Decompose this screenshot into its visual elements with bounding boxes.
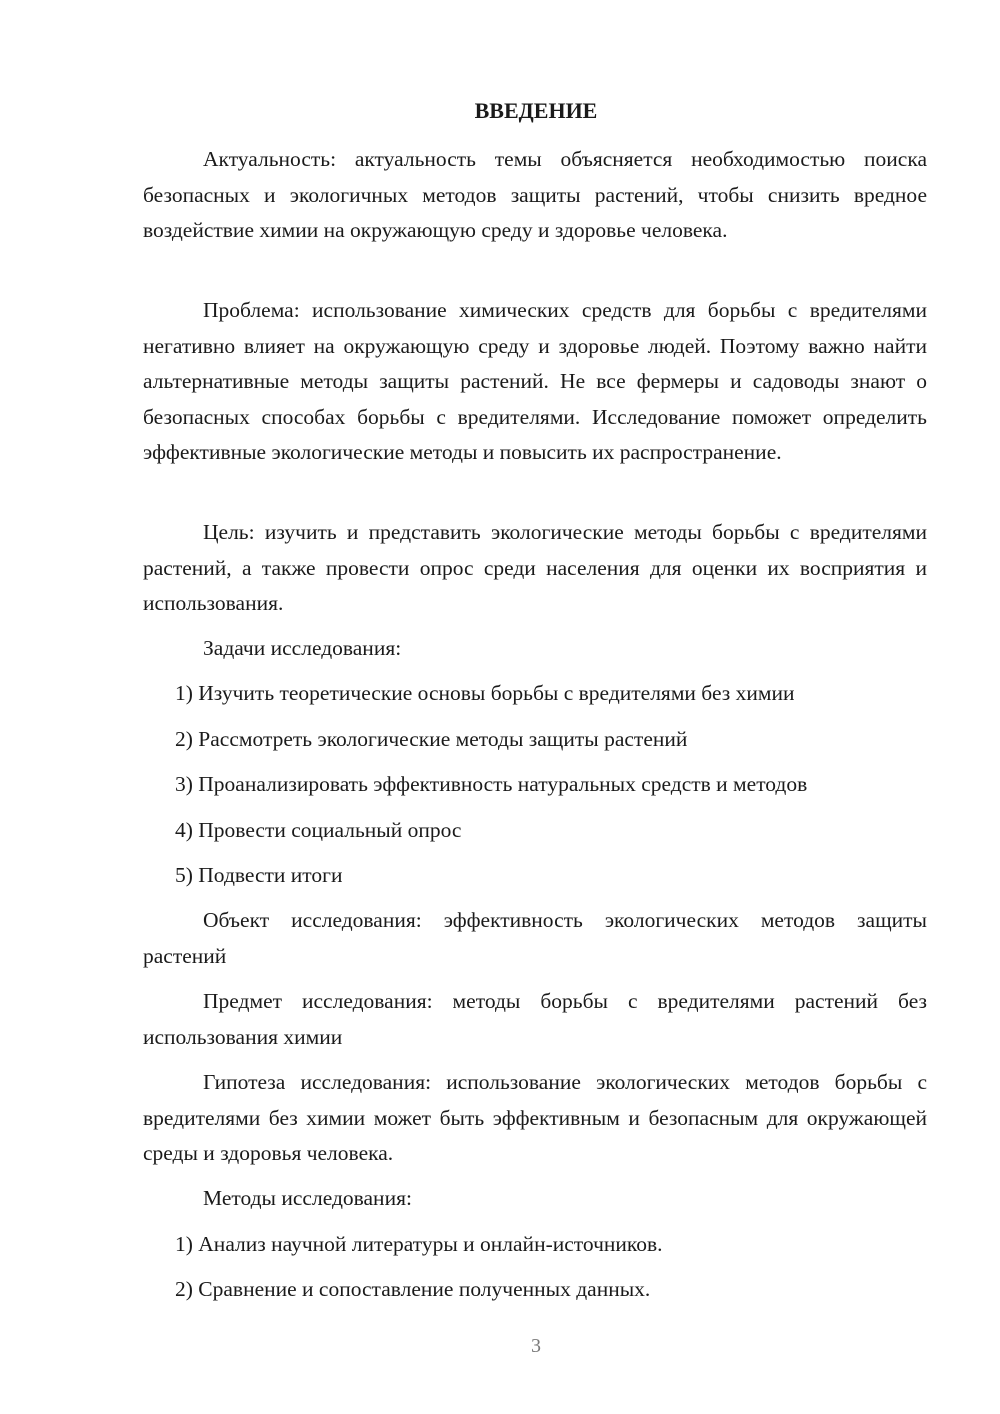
task-item-2: 2) Рассмотреть экологические методы защиты растений <box>175 727 688 751</box>
paragraph-problem: Проблема: использование химических средств для борьбы с вредителями негативно влияет на окружающую среду и здоровье людей. Поэтому важно найти альтернативные методы защиты растений. Не все фермеры и садоводы знают о безопасных способах борьбы с вредителями. Исследование поможет определить эффективные экологические методы и повысить их распространение. <box>143 298 927 464</box>
methods-heading: Методы исследования: <box>203 1186 412 1210</box>
paragraph-relevance: Актуальность: актуальность темы объясняется необходимостью поиска безопасных и экологичных методов защиты растений, чтобы снизить вредное воздействие химии на окружающую среду и здоровье человека. <box>143 147 927 242</box>
method-item-1: 1) Анализ научной литературы и онлайн-источников. <box>175 1232 663 1256</box>
paragraph-hypothesis: Гипотеза исследования: использование экологических методов борьбы с вредителями без химии может быть эффективным и безопасным для окружающей среды и здоровья человека. <box>143 1070 927 1165</box>
task-item-1: 1) Изучить теоретические основы борьбы с вредителями без химии <box>175 681 795 705</box>
paragraph-object: Объект исследования: эффективность экологических методов защиты растений <box>143 908 927 968</box>
section-title: ВВЕДЕНИЕ <box>474 98 598 123</box>
method-item-2: 2) Сравнение и сопоставление полученных данных. <box>175 1277 651 1301</box>
page-number: 3 <box>531 1335 541 1357</box>
task-item-3: 3) Проанализировать эффективность натуральных средств и методов <box>175 772 808 796</box>
tasks-heading: Задачи исследования: <box>203 636 402 660</box>
task-item-5: 5) Подвести итоги <box>175 863 343 887</box>
paragraph-subject: Предмет исследования: методы борьбы с вредителями растений без использования химии <box>143 989 927 1049</box>
task-item-4: 4) Провести социальный опрос <box>175 818 462 842</box>
paragraph-goal: Цель: изучить и представить экологические методы борьбы с вредителями растений, а также провести опрос среди населения для оценки их восприятия и использования. <box>143 520 927 615</box>
